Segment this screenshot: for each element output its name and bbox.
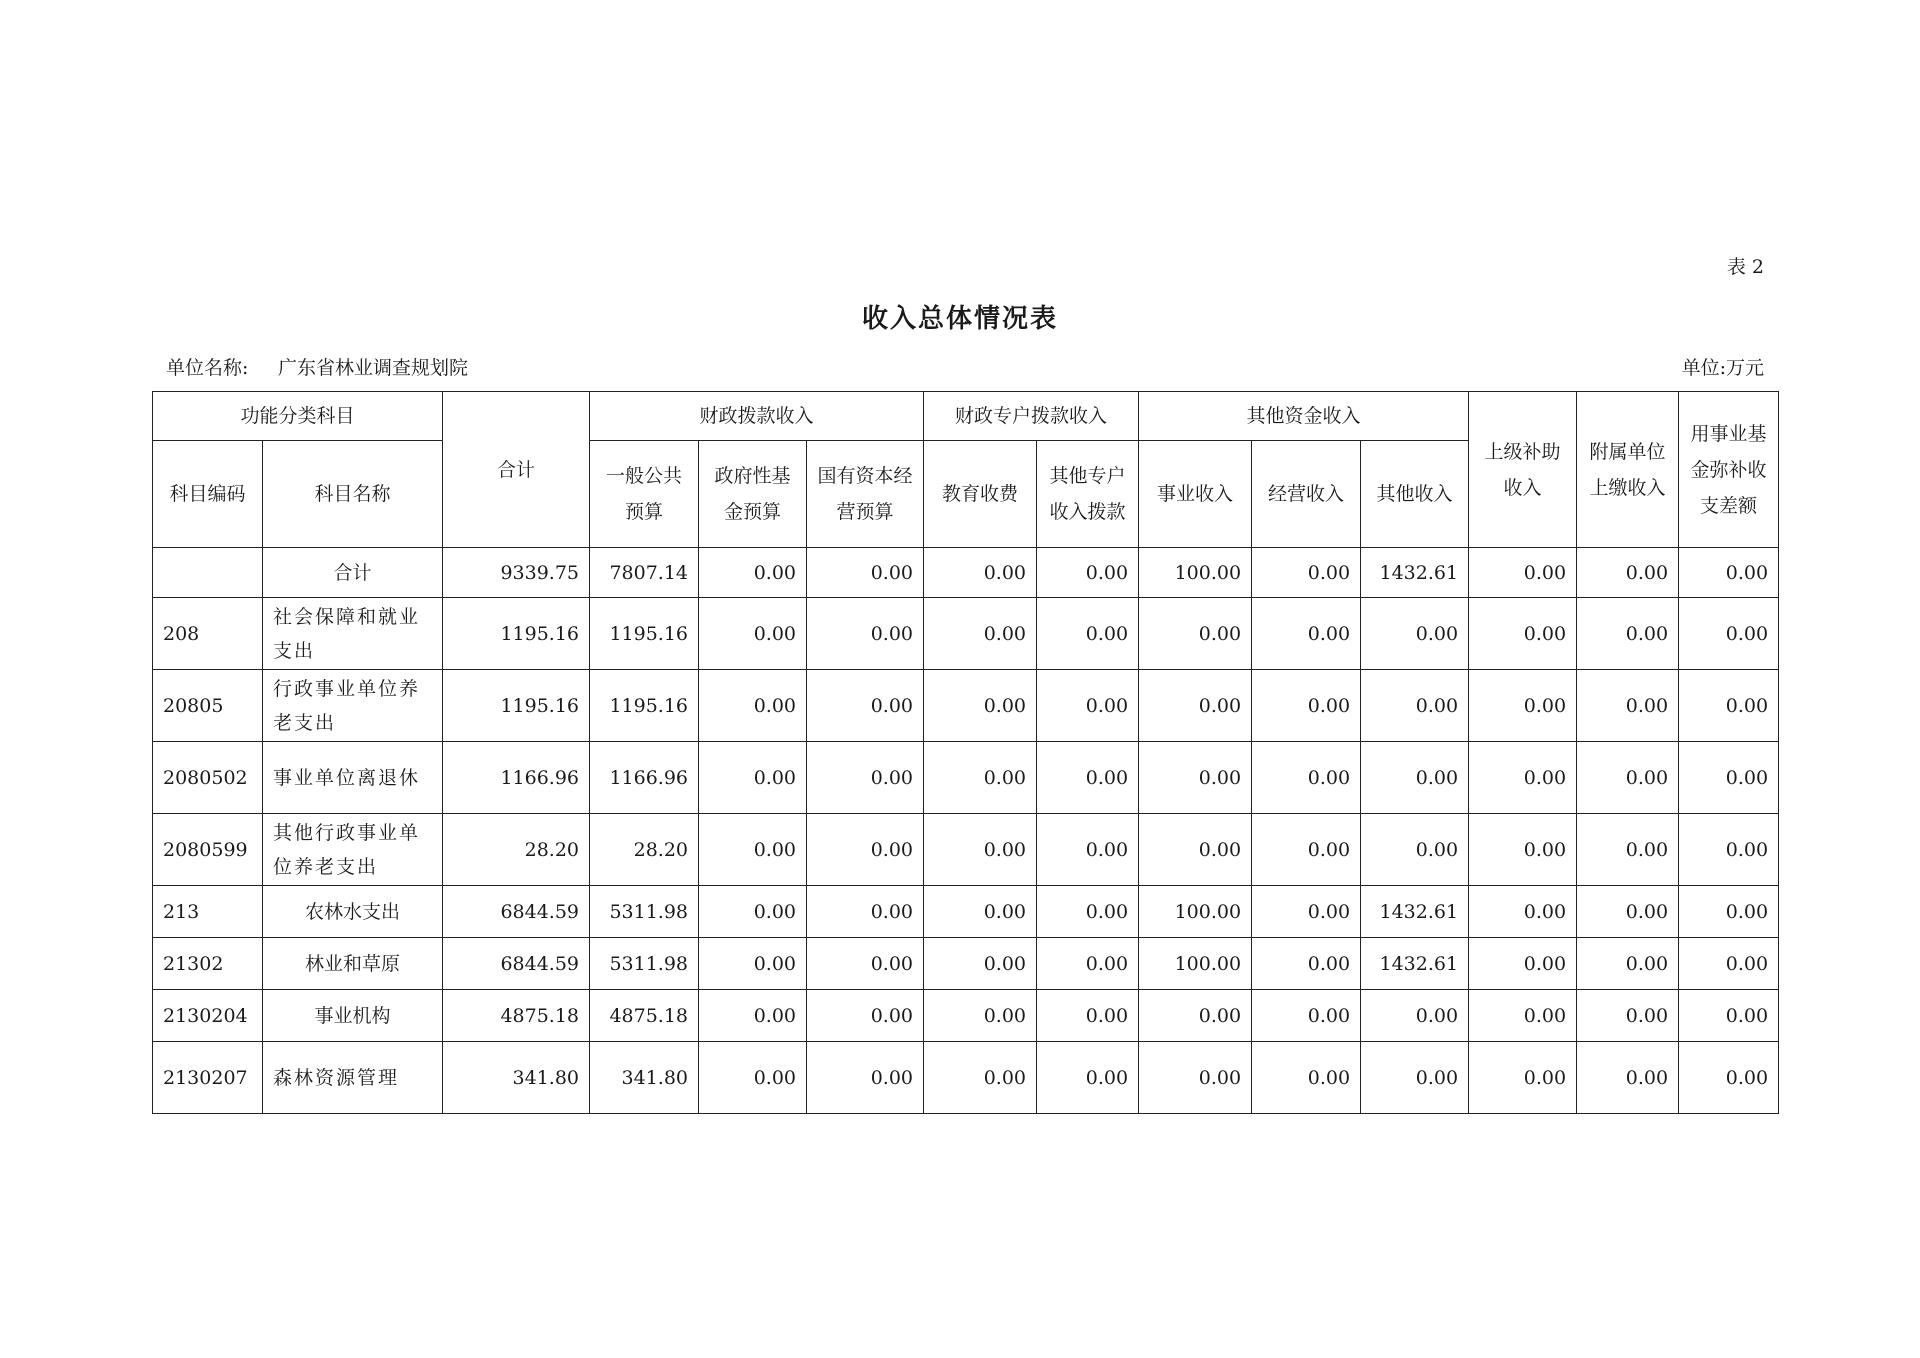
cell-amount: 0.00 <box>1469 814 1577 886</box>
currency-unit-label: 单位:万元 <box>1681 357 1764 379</box>
cell-amount: 0.00 <box>699 990 807 1042</box>
cell-amount: 0.00 <box>1037 742 1139 814</box>
table-row <box>153 1042 1779 1114</box>
header-other-income: 其他收入 <box>1361 441 1469 548</box>
cell-amount: 0.00 <box>1252 886 1361 938</box>
cell-amount: 9339.75 <box>443 548 590 598</box>
cell-amount: 0.00 <box>699 742 807 814</box>
cell-amount: 1432.61 <box>1361 548 1469 598</box>
cell-amount: 1166.96 <box>590 742 699 814</box>
cell-amount: 0.00 <box>1577 990 1679 1042</box>
cell-amount: 0.00 <box>807 990 924 1042</box>
cell-amount: 0.00 <box>1037 938 1139 990</box>
cell-amount: 0.00 <box>1679 990 1779 1042</box>
cell-subject-name: 事业机构 <box>263 990 443 1042</box>
cell-amount: 0.00 <box>699 886 807 938</box>
cell-amount: 0.00 <box>807 598 924 670</box>
cell-amount: 0.00 <box>1037 548 1139 598</box>
cell-amount: 0.00 <box>807 742 924 814</box>
cell-amount: 0.00 <box>1037 886 1139 938</box>
cell-amount: 0.00 <box>1679 886 1779 938</box>
cell-amount: 0.00 <box>1252 1042 1361 1114</box>
cell-amount: 0.00 <box>924 548 1037 598</box>
cell-amount: 0.00 <box>1469 938 1577 990</box>
cell-amount: 0.00 <box>924 938 1037 990</box>
header-functional-classification: 功能分类科目 <box>153 392 443 441</box>
cell-subject-code: 213 <box>153 886 263 938</box>
header-superior-subsidy: 上级补助收入 <box>1469 392 1577 548</box>
cell-amount: 0.00 <box>1577 886 1679 938</box>
cell-subject-name: 其他行政事业单位养老支出 <box>263 814 443 886</box>
cell-subject-code: 2130207 <box>153 1042 263 1114</box>
cell-amount: 0.00 <box>1469 886 1577 938</box>
cell-amount: 0.00 <box>1679 548 1779 598</box>
table-row <box>153 670 1779 742</box>
header-fund-balance: 用事业基金弥补收支差额 <box>1679 392 1779 548</box>
cell-amount: 0.00 <box>1252 548 1361 598</box>
cell-subject-name: 社会保障和就业支出 <box>263 598 443 670</box>
cell-amount: 4875.18 <box>443 990 590 1042</box>
cell-amount: 0.00 <box>924 598 1037 670</box>
cell-amount: 0.00 <box>1577 938 1679 990</box>
cell-subject-name: 合计 <box>263 548 443 598</box>
cell-amount: 0.00 <box>1361 814 1469 886</box>
header-total: 合计 <box>443 392 590 548</box>
table-number: 表 2 <box>1726 256 1764 278</box>
table-row <box>153 938 1779 990</box>
cell-amount: 0.00 <box>1037 990 1139 1042</box>
cell-amount: 0.00 <box>1139 814 1252 886</box>
header-other-funds: 其他资金收入 <box>1139 392 1469 441</box>
table-row <box>153 990 1779 1042</box>
cell-amount: 0.00 <box>1139 598 1252 670</box>
income-summary-table <box>152 391 1779 1114</box>
unit-name-value: 广东省林业调查规划院 <box>278 357 469 379</box>
header-gov-fund-budget: 政府性基金预算 <box>699 441 807 548</box>
cell-amount: 341.80 <box>443 1042 590 1114</box>
cell-amount: 0.00 <box>1469 990 1577 1042</box>
cell-amount: 0.00 <box>1139 742 1252 814</box>
cell-amount: 0.00 <box>1679 1042 1779 1114</box>
cell-amount: 0.00 <box>1577 598 1679 670</box>
cell-subject-code: 208 <box>153 598 263 670</box>
cell-subject-code: 2130204 <box>153 990 263 1042</box>
cell-amount: 0.00 <box>807 548 924 598</box>
header-subject-code: 科目编码 <box>153 441 263 548</box>
cell-amount: 0.00 <box>1361 1042 1469 1114</box>
cell-amount: 0.00 <box>1577 548 1679 598</box>
cell-amount: 341.80 <box>590 1042 699 1114</box>
cell-amount: 100.00 <box>1139 548 1252 598</box>
cell-subject-code: 2080599 <box>153 814 263 886</box>
cell-amount: 0.00 <box>924 670 1037 742</box>
cell-subject-name: 事业单位离退休 <box>263 742 443 814</box>
cell-amount: 0.00 <box>699 814 807 886</box>
cell-amount: 0.00 <box>1469 548 1577 598</box>
header-affiliated-units: 附属单位上缴收入 <box>1577 392 1679 548</box>
cell-amount: 0.00 <box>1679 742 1779 814</box>
cell-amount: 0.00 <box>1469 670 1577 742</box>
cell-amount: 0.00 <box>1679 598 1779 670</box>
cell-amount: 0.00 <box>1361 742 1469 814</box>
cell-amount: 0.00 <box>924 814 1037 886</box>
cell-subject-name: 林业和草原 <box>263 938 443 990</box>
cell-amount: 0.00 <box>1037 1042 1139 1114</box>
cell-amount: 0.00 <box>1037 670 1139 742</box>
cell-amount: 0.00 <box>807 938 924 990</box>
cell-amount: 1432.61 <box>1361 886 1469 938</box>
cell-subject-code: 21302 <box>153 938 263 990</box>
cell-amount: 0.00 <box>807 814 924 886</box>
cell-amount: 28.20 <box>443 814 590 886</box>
cell-amount: 0.00 <box>1679 938 1779 990</box>
table-row <box>153 814 1779 886</box>
table-row <box>153 598 1779 670</box>
cell-amount: 7807.14 <box>590 548 699 598</box>
cell-amount: 0.00 <box>807 886 924 938</box>
header-business-income: 事业收入 <box>1139 441 1252 548</box>
header-subject-name: 科目名称 <box>263 441 443 548</box>
cell-amount: 0.00 <box>1577 670 1679 742</box>
cell-amount: 100.00 <box>1139 938 1252 990</box>
cell-subject-name: 农林水支出 <box>263 886 443 938</box>
cell-amount: 6844.59 <box>443 938 590 990</box>
cell-amount: 1432.61 <box>1361 938 1469 990</box>
cell-subject-code <box>153 548 263 598</box>
cell-amount: 0.00 <box>1139 990 1252 1042</box>
cell-amount: 0.00 <box>1361 670 1469 742</box>
cell-amount: 1195.16 <box>590 670 699 742</box>
page-title: 收入总体情况表 <box>861 304 1058 334</box>
cell-subject-name: 森林资源管理 <box>263 1042 443 1114</box>
cell-subject-code: 20805 <box>153 670 263 742</box>
cell-amount: 1166.96 <box>443 742 590 814</box>
cell-amount: 0.00 <box>807 670 924 742</box>
cell-amount: 0.00 <box>924 990 1037 1042</box>
cell-amount: 0.00 <box>1252 990 1361 1042</box>
cell-amount: 0.00 <box>1361 990 1469 1042</box>
cell-amount: 28.20 <box>590 814 699 886</box>
unit-name-label: 单位名称: <box>166 357 249 379</box>
cell-amount: 0.00 <box>1037 814 1139 886</box>
table-row <box>153 742 1779 814</box>
cell-amount: 1195.16 <box>443 598 590 670</box>
cell-amount: 0.00 <box>1679 670 1779 742</box>
cell-amount: 0.00 <box>924 1042 1037 1114</box>
cell-amount: 0.00 <box>1252 670 1361 742</box>
cell-amount: 1195.16 <box>443 670 590 742</box>
cell-amount: 0.00 <box>1469 598 1577 670</box>
table-row <box>153 548 1779 598</box>
cell-amount: 0.00 <box>807 1042 924 1114</box>
cell-amount: 5311.98 <box>590 886 699 938</box>
cell-amount: 0.00 <box>1139 670 1252 742</box>
cell-amount: 0.00 <box>1252 742 1361 814</box>
cell-amount: 0.00 <box>1577 814 1679 886</box>
cell-amount: 0.00 <box>1139 1042 1252 1114</box>
cell-amount: 0.00 <box>699 670 807 742</box>
cell-amount: 100.00 <box>1139 886 1252 938</box>
header-general-budget: 一般公共预算 <box>590 441 699 548</box>
cell-amount: 0.00 <box>924 886 1037 938</box>
cell-subject-code: 2080502 <box>153 742 263 814</box>
cell-amount: 0.00 <box>1037 598 1139 670</box>
table-row <box>153 886 1779 938</box>
cell-amount: 1195.16 <box>590 598 699 670</box>
cell-subject-name: 行政事业单位养老支出 <box>263 670 443 742</box>
cell-amount: 5311.98 <box>590 938 699 990</box>
cell-amount: 6844.59 <box>443 886 590 938</box>
header-fiscal-appropriation: 财政拨款收入 <box>590 392 924 441</box>
cell-amount: 0.00 <box>699 548 807 598</box>
table-body <box>153 548 1779 1114</box>
cell-amount: 0.00 <box>1577 742 1679 814</box>
header-special-account: 财政专户拨款收入 <box>924 392 1139 441</box>
cell-amount: 0.00 <box>699 938 807 990</box>
header-operating-income: 经营收入 <box>1252 441 1361 548</box>
cell-amount: 4875.18 <box>590 990 699 1042</box>
cell-amount: 0.00 <box>1252 598 1361 670</box>
cell-amount: 0.00 <box>1469 1042 1577 1114</box>
cell-amount: 0.00 <box>1679 814 1779 886</box>
header-other-special: 其他专户收入拨款 <box>1037 441 1139 548</box>
cell-amount: 0.00 <box>699 1042 807 1114</box>
cell-amount: 0.00 <box>1252 814 1361 886</box>
cell-amount: 0.00 <box>1361 598 1469 670</box>
cell-amount: 0.00 <box>699 598 807 670</box>
cell-amount: 0.00 <box>1252 938 1361 990</box>
cell-amount: 0.00 <box>1577 1042 1679 1114</box>
cell-amount: 0.00 <box>924 742 1037 814</box>
header-state-capital-budget: 国有资本经营预算 <box>807 441 924 548</box>
header-education-fee: 教育收费 <box>924 441 1037 548</box>
cell-amount: 0.00 <box>1469 742 1577 814</box>
